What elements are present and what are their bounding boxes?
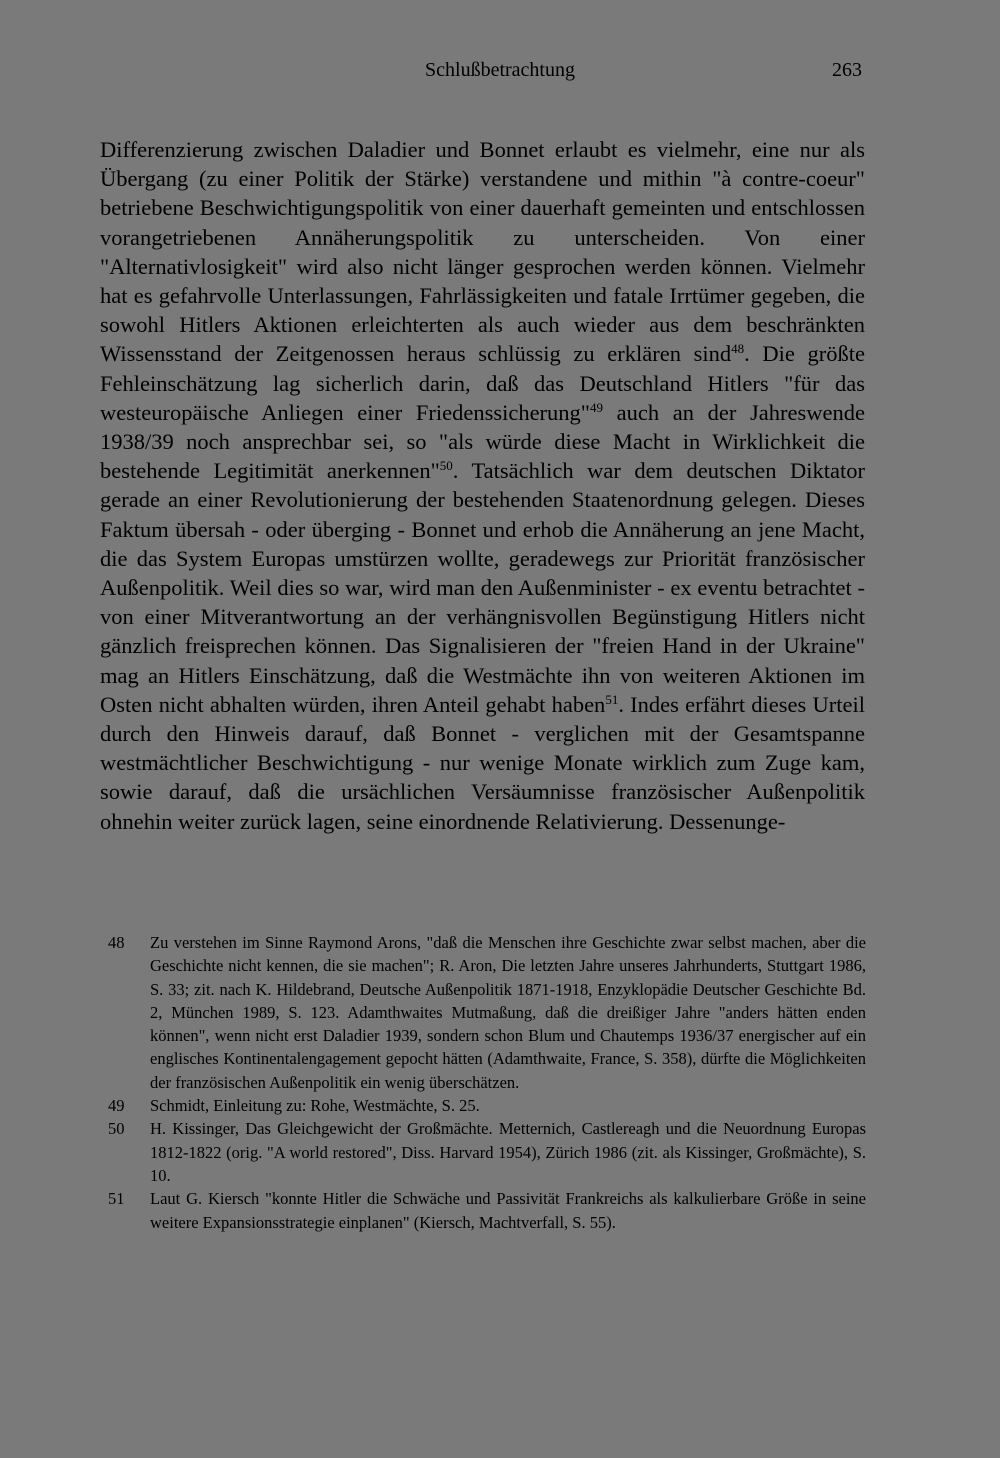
footnote [108,931,866,1094]
body-text-segment: Differenzierung zwischen Daladier und Bonnet erlaubt es vielmehr, eine nur als Übergang (zu einer Politik der Stärke) verstandene und mithin "à contre-coeur" betriebene Beschwichtigungspolitik von einer dauerhaft gemeinten und entschlossen vorangetriebenen Annäherungspolitik zu unterscheiden. Von einer "Alternativlosigkeit" wird also nicht länger gesprochen werden können. Vielmehr hat es gefahrvolle Unterlassungen, Fahrlässigkeiten und fatale Irrtümer gegeben, die sowohl Hitlers Aktionen erleichterten als auch wieder aus dem beschränkten Wissensstand der Zeitgenossen heraus schlüssig zu erklären sind [100,137,865,367]
footnote-text: Schmidt, Einleitung zu: Rohe, Westmächte, S. 25. [150,1096,480,1116]
footnote-reference: 49 [590,399,603,415]
body-paragraph [100,135,865,836]
footnote-number: 48 [108,933,125,952]
footnote-number: 50 [108,1119,125,1139]
footnotes [108,931,866,1234]
footnote [108,1117,866,1187]
running-title: Schlußbetrachtung [425,59,575,81]
footnote-number: 51 [108,1189,125,1209]
page-number: 263 [832,59,862,81]
body-text-segment: . Die größte Fehleinschätzung lag sicherlich darin, daß das Deutschland Hitlers "für das westeuropäische Anliegen einer Friedenssicherung" [100,341,866,425]
footnote-text: Laut G. Kiersch "konnte Hitler die Schwäche und Passivität Frankreichs als kalkulierbare Größe in seine weitere Expansionsstrategie einplanen" (Kiersch, Machtverfall, S. 55). [150,1189,866,1232]
body-text-segment: . Indes erfährt dieses Urteil durch den Hinweis darauf, daß Bonnet - verglichen mit der Gesamtspanne westmächtlicher Beschwichtigung - nur wenige Monate wirklich zum Zuge kam, sowie darauf, daß die ursächlichen Versäumnisse französischer Außenpolitik ohnehin weiter zurück lagen, seine einordnende Relativierung. Dessenunge- [100,691,865,834]
footnote [108,1094,866,1117]
footnote-text: H. Kissinger, Das Gleichgewicht der Großmächte. Metternich, Castlereagh und die Neuordnung Europas 1812-1822 (orig. "A world restored", Diss. Harvard 1954), Zürich 1986 (zit. als Kissinger, Großmächte), S. 10. [150,1119,866,1185]
footnote-number: 49 [108,1096,125,1116]
footnote [108,1187,866,1234]
body-text-segment: . Tatsächlich war dem deutschen Diktator gerade an einer Revolutionierung der bestehenden Staatenordnung gelegen. Dieses Faktum übersah - oder überging - Bonnet und erhob die Annäherung an jene Macht, die das System Europas umstürzen wollte, geradewegs zur Priorität französischer Außenpolitik. Weil dies so war, wird man den Außenminister - ex eventu betrachtet - von einer Mitverantwortung an der verhängnisvollen Begünstigung Hitlers nicht gänzlich freisprechen können. Das Signalisieren der "freien Hand in der Ukraine" mag an Hitlers Einschätzung, daß die Westmächte ihn von weiteren Aktionen im Osten nicht abhalten würden, ihren Anteil gehabt haben [100,458,865,717]
footnote-reference: 50 [439,458,453,474]
footnote-reference: 48 [731,341,745,357]
running-head [0,56,1000,84]
body-text [100,135,865,836]
footnote-text: Zu verstehen im Sinne Raymond Arons, "daß die Menschen ihre Geschichte zwar selbst machen, aber die Geschichte nicht kennen, die sie machen"; R. Aron, Die letzten Jahre unseres Jahrhunderts, Stuttgart 1986, S. 33; zit. nach K. Hildebrand, Deutsche Außenpolitik 1871-1918, Enzyklopädie Deutscher Geschichte Bd. 2, München 1989, S. 123. Adamthwaites Mutmaßung, daß die dreißiger Jahre "anders hätten enden können", wenn nicht erst Daladier 1939, sondern schon Blum und Chautemps 1936/37 energischer auf ein englisches Kontinentalengagement gepocht hätten (Adamthwaite, France, S. 358), dürfte die Möglichkeiten der französischen Außenpolitik ein wenig überschätzen. [150,933,866,1092]
body-text-segment: auch an der Jahreswende 1938/39 noch ansprechbar sei, so "als würde diese Macht in Wirklichkeit die bestehende Legitimität anerkennen" [100,399,865,484]
footnote-reference: 51 [605,691,619,707]
